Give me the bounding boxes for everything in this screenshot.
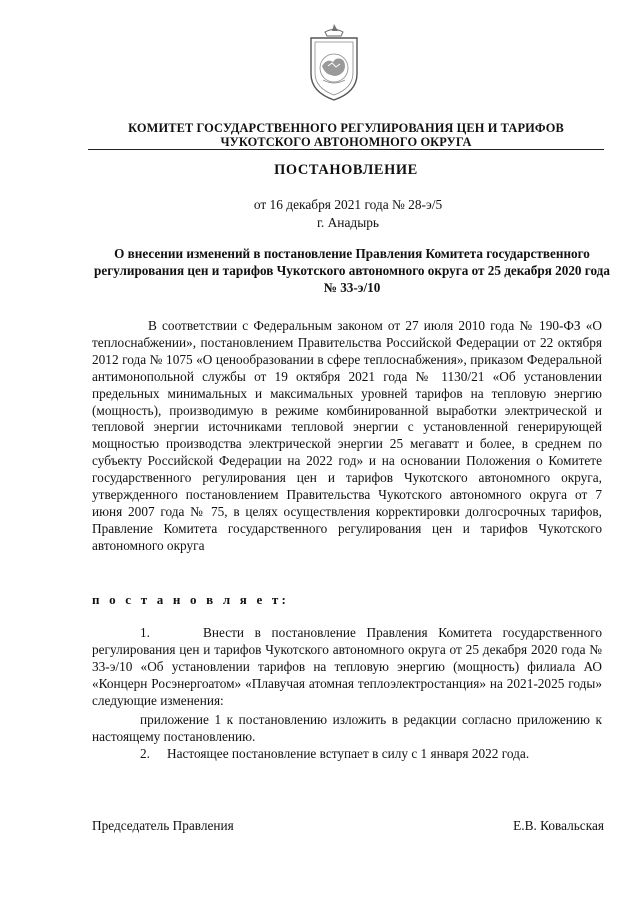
item-2-text: Настоящее постановление вступает в силу с 1 января 2022 года.	[167, 746, 530, 761]
item-2-paragraph	[140, 746, 529, 763]
signature-role: Председатель Правления	[92, 818, 234, 833]
signature-name: Е.В. Ковальская	[513, 818, 604, 833]
item-2-number: 2.	[140, 746, 150, 761]
decree-word: п о с т а н о в л я е т:	[92, 592, 290, 607]
organization-name: КОМИТЕТ ГОСУДАРСТВЕННОГО РЕГУЛИРОВАНИЯ ЦЕН И ТАРИФОВ ЧУКОТСКОГО АВТОНОМНОГО ОКРУГА	[128, 121, 564, 149]
date-and-number: от 16 декабря 2021 года № 28-э/5	[253, 197, 443, 212]
item-1-paragraph: 1. Внести в постановление Правления Комитета государственного регулирования цен и тарифов Чукотского автономного округа от 25 декабря 2020 года № 33-э/10 «Об установлении тарифов на тепловую энергию (мощность) филиала АО «Концерн Росэнергоатом» «Плавучая атомная теплоэлектростанция» на 2021-2025 годы» следующие изменения:	[92, 625, 606, 708]
header-divider	[88, 149, 604, 150]
document-title: О внесении изменений в постановление Правления Комитета государственного регулирования цен и тарифов Чукотского автономного округа от 25 декабря 2020 года № 33-э/10	[94, 246, 610, 295]
preamble-paragraph: В соответствии с Федеральным законом от 27 июля 2010 года № 190-ФЗ «О теплоснабжении», постановлением Правительства Российской Федерации от 22 октября 2012 года № 1075 «О ценообразовании в сфере теплоснабжения», приказом Федеральной антимонопольной службы от 19 октября 2021 года № 1130/21 «Об установлении предельных минимальных и максимальных уровней тарифов на тепловую энергию (мощность), производимую в режиме комбинированной выработки электрической и тепловой энергии источниками тепловой энергии с установленной генерирующей мощностью производства электрической энергии 25 мегаватт и более, в среднем по субъекту Российской Федерации на 2022 год» и на основании Положения о Комитете государственного регулирования цен и тарифов Чукотского автономного округа, утвержденного постановлением Правительства Чукотского автономного округа от 7 июня 2007 года № 75, в целях осуществления корректировки долгосрочных тарифов, Правление Комитета государственного регулирования цен и тарифов Чукотского автономного округа	[92, 318, 602, 553]
place: г. Анадырь	[316, 215, 380, 230]
appendix-paragraph: приложение 1 к постановлению изложить в редакции согласно приложению к настоящему постановлению.	[92, 712, 602, 744]
date-place-block	[88, 196, 608, 232]
document-type: ПОСТАНОВЛЕНИЕ	[274, 162, 418, 178]
coat-of-arms-icon	[303, 22, 365, 102]
